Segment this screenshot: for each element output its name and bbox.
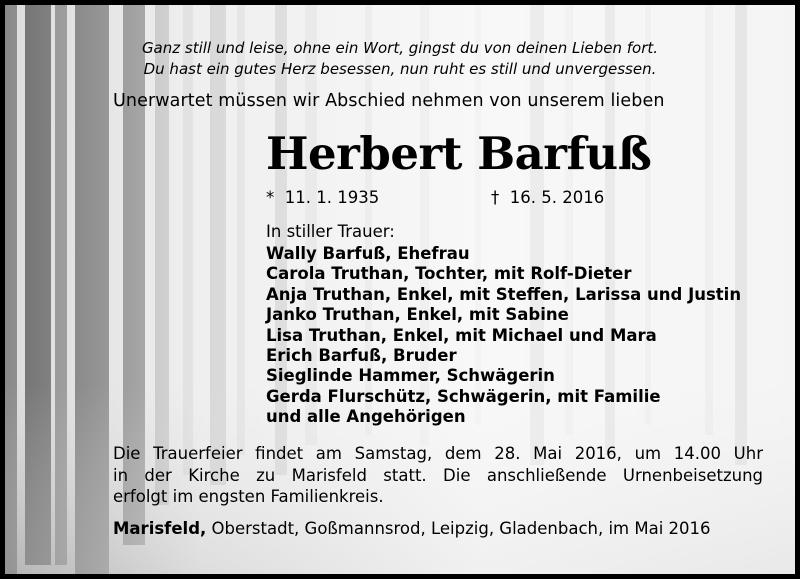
death-cross-icon: † bbox=[491, 188, 500, 207]
notice-content bbox=[5, 5, 795, 574]
mourner-item: Carola Truthan, Tochter, mit Rolf-Dieter bbox=[266, 264, 632, 284]
mourner-item: Wally Barfuß, Ehefrau bbox=[266, 244, 470, 263]
closing-places bbox=[113, 519, 711, 538]
service-line-2: in der Kirche zu Marisfeld statt. Die anschließende Urnenbeisetzung bbox=[113, 465, 763, 485]
birth-date-value: 11. 1. 1935 bbox=[284, 188, 380, 207]
death-date-value: 16. 5. 2016 bbox=[509, 188, 605, 207]
mourners-list bbox=[266, 244, 741, 428]
funeral-service-info bbox=[113, 443, 763, 508]
poem-line-1: Ganz still und leise, ohne ein Wort, gingst du von deinen Lieben fort. bbox=[141, 39, 659, 57]
service-line-1: Die Trauerfeier findet am Samstag, dem 28. Mai 2016, um 14.00 Uhr bbox=[113, 444, 763, 463]
death-date bbox=[491, 188, 604, 207]
poem-line-2: Du hast ein gutes Herz besessen, nun ruht es still und unvergessen. bbox=[143, 60, 657, 78]
birth-date bbox=[266, 188, 379, 207]
mourning-heading: In stiller Trauer: bbox=[266, 222, 395, 241]
closing-place-rest: Oberstadt, Goßmannsrod, Leipzig, Gladenbach, im Mai 2016 bbox=[211, 519, 711, 538]
mourner-item: Anja Truthan, Enkel, mit Steffen, Larissa und Justin bbox=[266, 284, 742, 304]
intro-text: Unerwartet müssen wir Abschied nehmen von unserem lieben bbox=[113, 91, 665, 111]
deceased-name: Herbert Barfuß bbox=[266, 127, 652, 180]
service-line-3: erfolgt im engsten Familienkreis. bbox=[113, 487, 384, 506]
birth-star-icon: * bbox=[266, 188, 275, 207]
mourner-item: Erich Barfuß, Bruder bbox=[266, 345, 457, 365]
mourner-item: Janko Truthan, Enkel, mit Sabine bbox=[266, 305, 569, 325]
closing-place-main: Marisfeld, bbox=[113, 519, 207, 538]
mourner-item: Gerda Flurschütz, Schwägerin, mit Familie bbox=[266, 386, 661, 406]
mourner-item: Lisa Truthan, Enkel, mit Michael und Mara bbox=[266, 325, 657, 345]
mourner-item: Sieglinde Hammer, Schwägerin bbox=[266, 366, 555, 386]
mourner-item: und alle Angehörigen bbox=[266, 407, 466, 427]
